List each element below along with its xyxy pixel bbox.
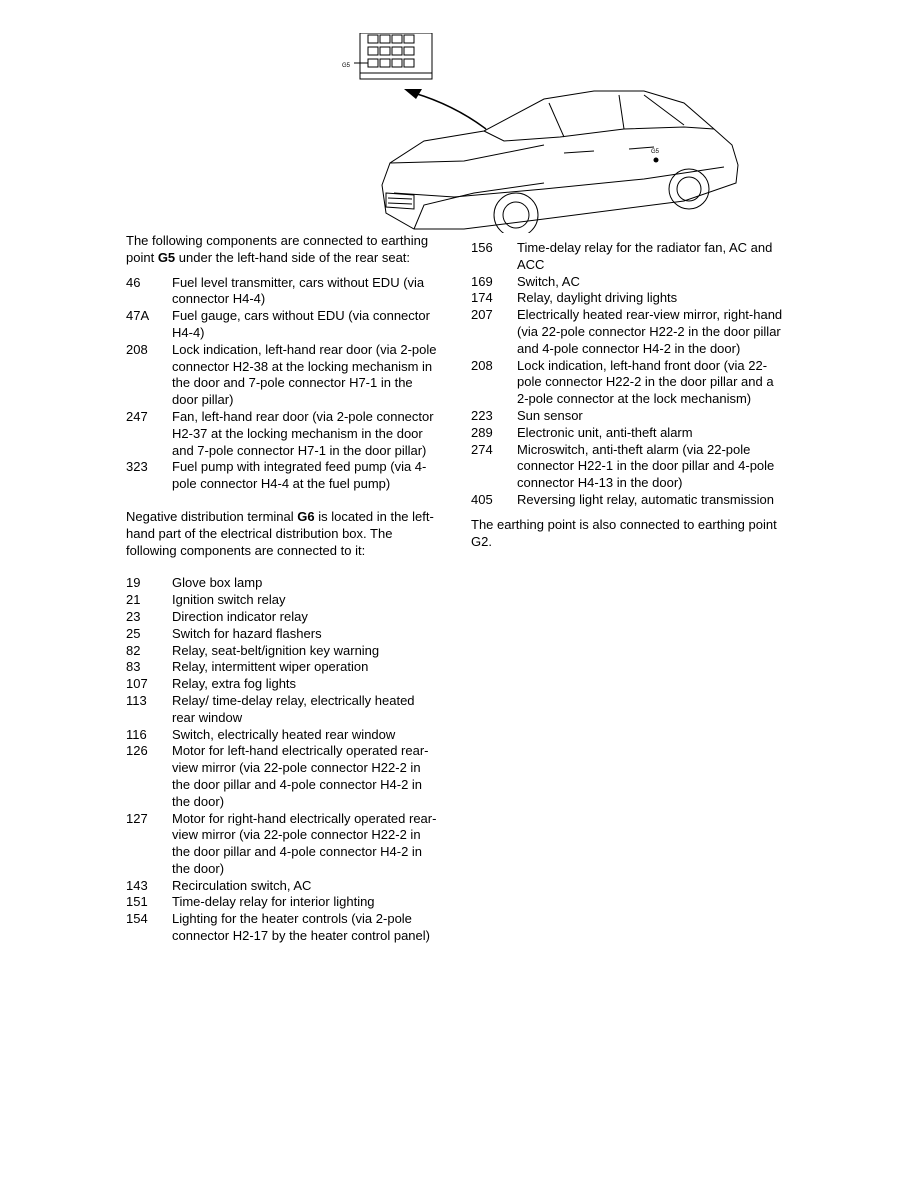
list-item	[126, 811, 438, 878]
item-description: Time-delay relay for the radiator fan, AC and ACC	[517, 240, 773, 272]
earthing-note: The earthing point is also connected to earthing point G2.	[471, 516, 777, 549]
g6-component-list	[126, 575, 438, 945]
item-number: 107	[126, 676, 148, 692]
list-item	[126, 676, 438, 693]
item-number: 207	[471, 307, 493, 323]
item-number: 274	[471, 441, 493, 457]
item-number: 405	[471, 491, 493, 507]
car-earthing-illustration	[124, 33, 794, 233]
list-item	[126, 693, 438, 727]
list-item	[126, 911, 438, 945]
list-item	[126, 643, 438, 660]
item-description: Lock indication, left-hand front door (via 22- pole connector H22-2 in the door pillar and a 2-pole connector at the lock mechanism)	[517, 357, 774, 407]
left-column	[126, 233, 438, 945]
item-number: 154	[126, 911, 148, 927]
item-description: Microswitch, anti-theft alarm (via 22-pole connector H22-1 in the door pillar and 4-pole connector H4-13 in the door)	[517, 441, 775, 491]
item-description: Sun sensor	[517, 407, 583, 423]
item-number: 208	[126, 341, 148, 357]
spacer	[126, 567, 438, 575]
item-description: Relay/ time-delay relay, electrically heated rear window	[172, 692, 415, 725]
earthing-point-marker	[654, 158, 659, 163]
g5-intro-text-end: under the left-hand side of the rear seat:	[175, 249, 411, 265]
spacer	[126, 493, 438, 509]
g5-terminal-label: G5	[157, 249, 176, 265]
spacer	[471, 509, 784, 517]
item-description: Direction indicator relay	[172, 608, 308, 624]
g6-terminal-label: G6	[297, 508, 315, 524]
connector-detail	[354, 33, 432, 79]
item-description: Relay, intermittent wiper operation	[172, 659, 369, 675]
item-number: 82	[126, 642, 141, 658]
item-number: 127	[126, 810, 148, 826]
list-item	[126, 459, 438, 493]
item-description: Relay, daylight driving lights	[517, 290, 678, 306]
item-description: Switch, AC	[517, 273, 580, 289]
item-description: Electronic unit, anti-theft alarm	[517, 424, 693, 440]
item-number: 174	[471, 290, 493, 306]
document-page	[124, 33, 794, 989]
callout-label: G5	[342, 63, 351, 69]
list-item	[126, 659, 438, 676]
list-item	[126, 308, 438, 342]
g6-intro-text-end: is located in the left-hand part of the electrical distribution box. The following components are connected to it:	[126, 508, 434, 558]
item-number: 19	[126, 575, 141, 591]
g5-intro-text: The following components are connected to earthing point	[126, 233, 429, 265]
item-description: Switch for hazard flashers	[172, 625, 322, 641]
item-number: 289	[471, 424, 493, 440]
item-description: Fuel level transmitter, cars without EDU (via connector H4-4)	[172, 274, 425, 307]
g6-intro	[126, 509, 438, 559]
item-description: Fuel pump with integrated feed pump (via 4-pole connector H4-4 at the fuel pump)	[172, 459, 427, 492]
list-item	[126, 592, 438, 609]
item-number: 113	[126, 692, 147, 708]
list-item	[471, 425, 784, 442]
item-number: 23	[126, 608, 141, 624]
list-item	[471, 290, 784, 307]
item-number: 151	[126, 894, 148, 910]
item-description: Fan, left-hand rear door (via 2-pole connector H2-37 at the locking mechanism in the door and 7-pole connector H7-1 in the door pillar)	[172, 408, 434, 458]
list-item	[126, 609, 438, 626]
item-description: Glove box lamp	[172, 575, 263, 591]
item-description: Lock indication, left-hand rear door (via 2-pole connector H2-38 at the locking mechanism in the door and 7-pole connector H7-1 in the door pillar)	[172, 341, 437, 408]
list-item	[126, 727, 438, 744]
item-number: 208	[471, 357, 493, 373]
g5-component-list	[126, 275, 438, 493]
item-description: Time-delay relay for interior lighting	[172, 894, 375, 910]
callout-arrow	[404, 89, 486, 129]
list-item	[471, 307, 784, 357]
g5-component-list-continued	[471, 240, 784, 509]
item-number: 247	[126, 408, 148, 424]
list-item	[126, 743, 438, 810]
item-number: 156	[471, 240, 493, 255]
car-earthing-label: G5	[651, 149, 660, 155]
car-outline	[382, 91, 738, 233]
item-description: Motor for left-hand electrically operated rear-view mirror (via 22-pole connector H22-2 in the door pillar and 4-pole connector H4-2 in the door)	[172, 743, 429, 809]
list-item	[126, 275, 438, 309]
item-number: 47A	[126, 308, 150, 324]
list-item	[471, 408, 784, 425]
right-column	[471, 240, 784, 550]
item-description: Relay, seat-belt/ignition key warning	[172, 642, 380, 658]
list-item	[126, 575, 438, 592]
list-item	[471, 240, 784, 274]
item-description: Relay, extra fog lights	[172, 676, 297, 692]
item-number: 323	[126, 459, 148, 475]
list-item	[126, 878, 438, 895]
list-item	[471, 274, 784, 291]
item-description: Switch, electrically heated rear window	[172, 726, 396, 742]
list-item	[471, 358, 784, 408]
item-description: Lighting for the heater controls (via 2-pole connector H2-17 by the heater control panel)	[172, 911, 430, 944]
item-description: Reversing light relay, automatic transmission	[517, 491, 774, 507]
item-description: Ignition switch relay	[172, 592, 286, 608]
g6-intro-text: Negative distribution terminal	[126, 508, 298, 524]
item-number: 116	[126, 726, 147, 742]
list-item	[126, 894, 438, 911]
list-item	[126, 626, 438, 643]
list-item	[471, 442, 784, 492]
list-item	[126, 409, 438, 459]
item-number: 21	[126, 592, 141, 608]
list-item	[471, 492, 784, 509]
item-number: 25	[126, 625, 141, 641]
item-number: 223	[471, 407, 493, 423]
item-description: Fuel gauge, cars without EDU (via connector H4-4)	[172, 308, 430, 340]
item-description: Motor for right-hand electrically operated rear-view mirror (via 22-pole connector H22-2 in the door pillar and 4-pole connector H4-2 in the door)	[172, 810, 437, 876]
item-number: 143	[126, 877, 148, 893]
list-item	[126, 342, 438, 409]
g5-intro	[126, 233, 438, 267]
item-number: 169	[471, 273, 493, 289]
item-number: 46	[126, 274, 141, 290]
item-description: Electrically heated rear-view mirror, right-hand (via 22-pole connector H22-2 in the door pillar and 4-pole connector H4-2 in the door)	[517, 307, 783, 356]
item-number: 126	[126, 743, 148, 759]
item-number: 83	[126, 659, 141, 675]
item-description: Recirculation switch, AC	[172, 877, 312, 893]
